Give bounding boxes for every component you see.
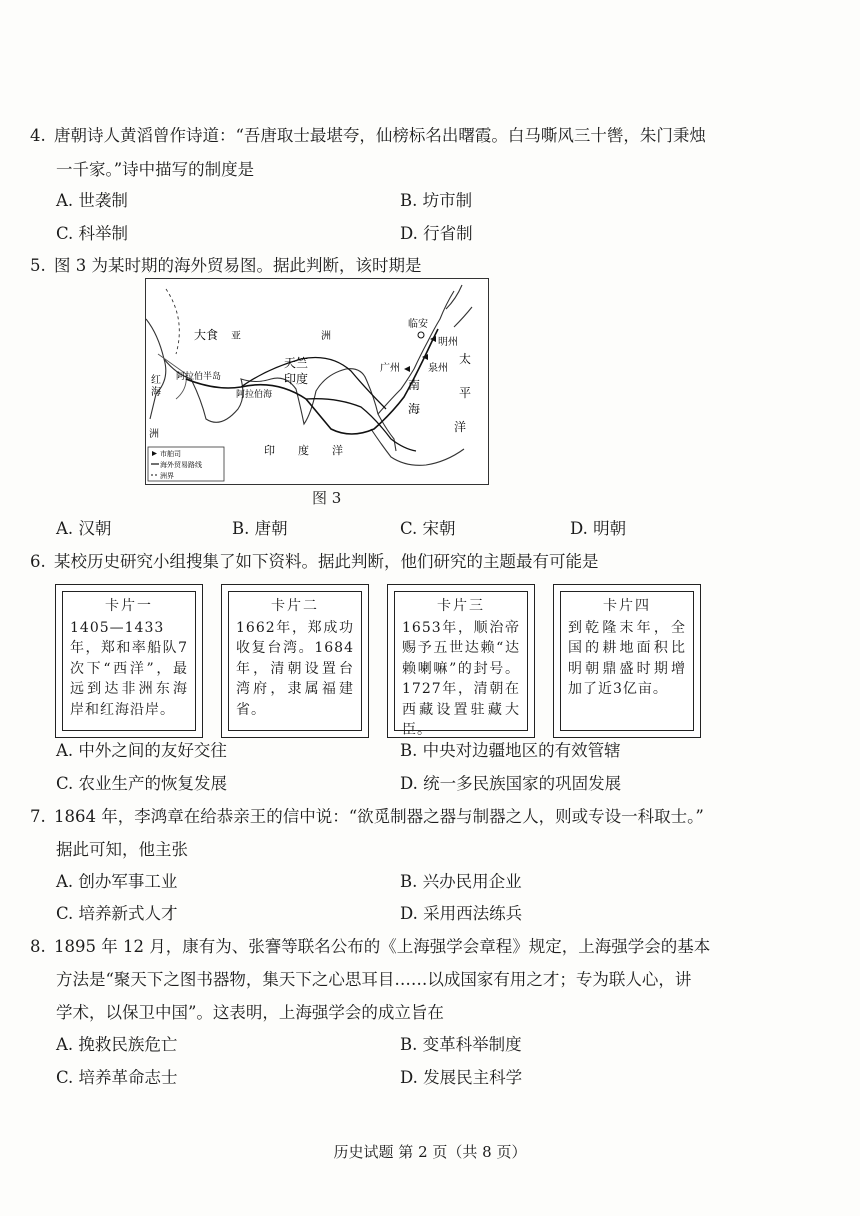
card-2 (221, 584, 369, 738)
card-4-body: 到乾隆末年，全国的耕地面积比明朝鼎盛时期增加了近3亿亩。 (568, 619, 686, 697)
q6-option-a[interactable]: A. 中外之间的友好交往 (56, 741, 227, 760)
map-label-asia-zhou: 洲 (321, 331, 331, 342)
q4-option-c[interactable]: C. 科举制 (56, 224, 129, 243)
card-1-title: 卡片一 (105, 598, 153, 614)
coast-china (378, 291, 454, 414)
legend-port-label: 市舶司 (160, 450, 181, 458)
map-label-africa-zhou: 洲 (149, 429, 159, 440)
q4-option-d[interactable]: D. 行省制 (400, 224, 473, 243)
q8-stem-line2: 方法是“聚天下之图书器物，集天下之心思耳目……以成国家有用之才；专为联人心，讲 (56, 970, 692, 989)
q5-stem: 5. 图 3 为某时期的海外贸易图。据此判断，该时期是 (30, 256, 422, 275)
map-label-indian-yang: 洋 (332, 444, 343, 457)
continent-boundary (166, 289, 179, 354)
port-marker-guangzhou (404, 366, 410, 372)
map-label-pacific-yang: 洋 (454, 420, 467, 434)
q4-option-b[interactable]: B. 坊市制 (400, 191, 473, 210)
map-label-nan: 南 (408, 378, 421, 392)
card-1 (55, 584, 203, 738)
trade-route-south (306, 399, 416, 451)
q7-stem: 7. 1864 年，李鸿章在给恭亲王的信中说：“欲觅制器之器与制器之人，则或专设一科取士。” (30, 807, 704, 826)
map-label-pacific-ping: 平 (459, 386, 472, 400)
q7-stem-line2: 据此可知，他主张 (56, 840, 188, 859)
card-3-title: 卡片三 (437, 598, 485, 614)
trade-map (145, 278, 489, 485)
card-4-frame (560, 591, 694, 731)
map-label-guangzhou: 广州 (380, 363, 400, 374)
q8-option-d[interactable]: D. 发展民主科学 (400, 1068, 523, 1087)
map-label-quanzhou: 泉州 (428, 363, 448, 374)
q6-option-c[interactable]: C. 农业生产的恢复发展 (56, 774, 228, 793)
card-1-frame (62, 591, 196, 731)
map-label-red: 红 (151, 375, 161, 386)
map-label-red-sea: 海 (151, 387, 161, 398)
card-4 (553, 584, 701, 738)
map-label-mingzhou: 明州 (438, 337, 458, 348)
q4-stem: 4. 唐朝诗人黄滔曾作诗道：“吾唐取士最堪夸，仙榜标名出曙霞。白马嘶风三十辔，朱门秉烛 (30, 126, 706, 145)
q6-option-b[interactable]: B. 中央对边疆地区的有效管辖 (400, 741, 621, 760)
map-label-asia-ya: 亚 (231, 331, 241, 342)
card-3-frame (394, 591, 528, 738)
card-4-title: 卡片四 (603, 598, 651, 614)
trade-map-svg (146, 279, 488, 484)
q5-option-d[interactable]: D. 明朝 (570, 519, 627, 538)
q8-stem: 8. 1895 年 12 月，康有为、张謇等联名公布的《上海强学会章程》规定，上海强学会的基本 (30, 937, 711, 956)
q8-stem-line3: 学术，以保卫中国”。这表明，上海强学会的成立旨在 (56, 1003, 444, 1022)
map-label-linan: 临安 (408, 319, 428, 330)
map-label-indian-yin: 印 (264, 444, 275, 457)
q5-option-c[interactable]: C. 宋朝 (400, 519, 456, 538)
q8-option-a[interactable]: A. 挽救民族危亡 (56, 1035, 178, 1054)
q6-option-d[interactable]: D. 统一多民族国家的巩固发展 (400, 774, 622, 793)
card-2-title: 卡片二 (271, 598, 319, 614)
map-label-dashi: 大食 (194, 328, 219, 342)
q7-option-c[interactable]: C. 培养新式人才 (56, 904, 178, 923)
map-label-hai: 海 (408, 402, 421, 416)
q6-stem: 6. 某校历史研究小组搜集了如下资料。据此判断，他们研究的主题最有可能是 (30, 552, 599, 571)
card-1-body: 1405—1433年，郑和率船队7次下“西洋”，最远到达非洲东海岸和红海沿岸。 (70, 619, 188, 718)
map-label-india: 印度 (284, 372, 309, 386)
coast-islands (371, 429, 464, 465)
q8-option-c[interactable]: C. 培养革命志士 (56, 1068, 178, 1087)
coast-japan (446, 285, 472, 327)
port-marker-mingzhou (430, 336, 436, 342)
map-caption: 图 3 (312, 489, 342, 507)
legend-boundary-label: 洲界 (160, 472, 174, 480)
card-2-body: 1662年，郑成功收复台湾。1684年，清朝设置台湾府，隶属福建省。 (236, 619, 354, 718)
coast-africa (146, 319, 166, 419)
legend-route-label: 海外贸易路线 (160, 461, 202, 469)
map-label-pacific-tai: 太 (459, 352, 472, 366)
q4-stem-line2: 一千家。”诗中描写的制度是 (56, 160, 255, 179)
q7-option-a[interactable]: A. 创办军事工业 (56, 872, 178, 891)
card-2-frame (228, 591, 362, 731)
page-footer: 历史试题 第 2 页（共 8 页） (333, 1143, 527, 1161)
q5-option-b[interactable]: B. 唐朝 (232, 519, 288, 538)
map-label-indian-du: 度 (298, 444, 309, 457)
map-label-arabian-peninsula: 阿拉伯半岛 (176, 372, 222, 382)
card-3-body: 1653年，顺治帝赐予五世达赖“达赖喇嘛”的封号。1727年，清朝在西藏设置驻藏大臣。 (402, 619, 520, 738)
q5-option-a[interactable]: A. 汉朝 (56, 519, 112, 538)
q7-option-b[interactable]: B. 兴办民用企业 (400, 872, 522, 891)
capital-marker-linan (418, 332, 424, 338)
card-3 (387, 584, 535, 738)
map-label-tianzhu: 天竺 (284, 356, 309, 370)
trade-route-main (186, 329, 438, 434)
q7-option-d[interactable]: D. 采用西法练兵 (400, 904, 523, 923)
map-label-arabian-sea: 阿拉伯海 (236, 390, 273, 400)
q4-option-a[interactable]: A. 世袭制 (56, 191, 128, 210)
q8-option-b[interactable]: B. 变革科举制度 (400, 1035, 522, 1054)
